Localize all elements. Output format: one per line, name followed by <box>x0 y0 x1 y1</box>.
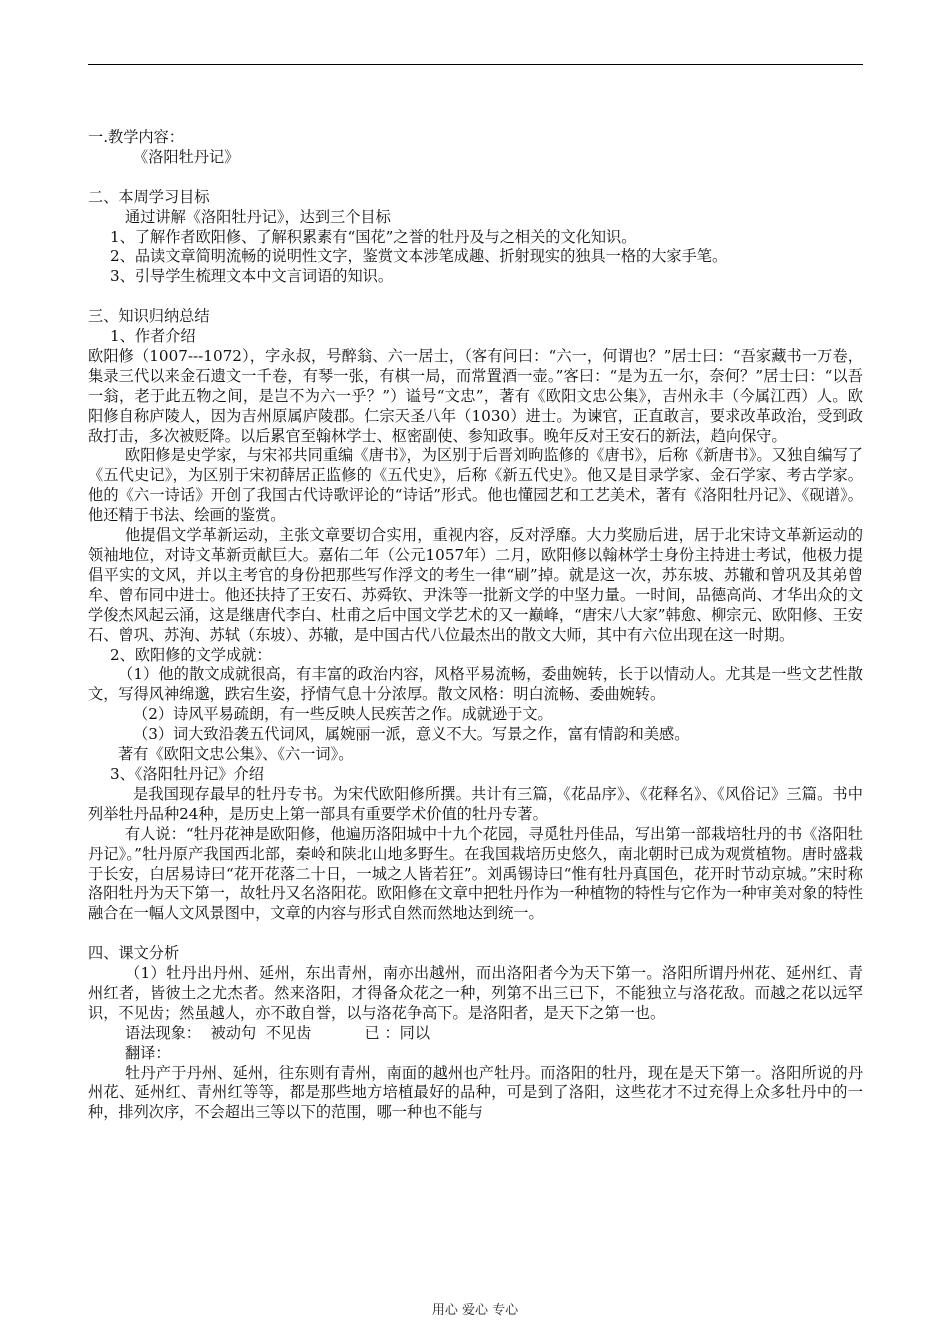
section-3-title: 三、知识归纳总结 <box>88 307 210 326</box>
goal-item: 1、了解作者欧阳修、了解积累素有“国花”之誉的牡丹及与之相关的文化知识。 <box>110 227 637 246</box>
section-1-title: 一.教学内容： <box>88 128 184 146</box>
section-2-intro: 通过讲解《洛阳牡丹记》，达到三个目标 <box>125 207 391 226</box>
grammar-note: 语法现象： 被动句 不见齿 已 ：同以 <box>125 1023 431 1042</box>
paragraph: （3）词大致沿袭五代词风，属婉丽一派，意义不大。写景之作，富有情韵和美感。 <box>133 725 690 744</box>
page-footer: 用心 爱心 专心 <box>431 1303 519 1318</box>
paragraph: 欧阳修是史学家，与宋祁共同重编《唐书》，为区别于后晋刘昫监修的《唐书》，后称《新唐书》。又独自编写了《五代史记》，为区别于宋初薛居正监修的《五代史》，后称《新五代史》。他又是目录学家、金石学家、考古学家。他的《六一诗话》开创了我国古代诗歌评论的“诗话”形式。他也懂园艺和工艺美术，著有《洛阳牡丹记》、《砚谱》。他还精于书法、绘画的鉴赏。 <box>88 446 863 525</box>
paragraph: （1）他的散文成就很高，有丰富的政治内容，风格平易流畅，委曲婉转，长于以情动人。尤其是一些文艺性散文，写得风神绵邈，跌宕生姿，抒情气息十分浓厚。散文风格：明白流畅、委曲婉转。 <box>88 665 863 704</box>
section-4-title: 四、课文分析 <box>88 944 180 963</box>
spacer <box>88 287 863 307</box>
subsection-title: 1、作者介绍 <box>110 327 196 346</box>
subsection-title: 3、《洛阳牡丹记》介绍 <box>110 764 264 783</box>
document-body <box>88 128 863 1123</box>
spacer <box>88 168 863 188</box>
paragraph: 欧阳修（1007---1072），字永叔，号醉翁、六一居士，（客有问曰：“六一，何谓也？”居士曰：“吾家藏书一万卷，集录三代以来金石遗文一千卷，有琴一张，有棋一局，而常置酒一壶。”客曰：“是为五一尔，奈何？”居士曰：“以吾一翁，老于此五物之间，是岂不为六一乎？”）谥号“文忠”，著有《欧阳文忠公集》，吉州永丰（今属江西）人。欧阳修自称庐陵人，因为吉州原属庐陵郡。仁宗天圣八年（1030）进士。为谏官，正直敢言，要求改革政治，受到政敌打击，多次被贬降。以后累官至翰林学士、枢密副使、参知政事。晚年反对王安石的新法，趋向保守。 <box>88 346 863 445</box>
section-2-title: 二、本周学习目标 <box>88 187 210 206</box>
paragraph: （1）牡丹出丹州、延州，东出青州，南亦出越州，而出洛阳者今为天下第一。洛阳所谓丹州花、延州红、青州红者，皆彼土之尤杰者。然来洛阳，才得备众花之一种，列第不出三已下，不能独立与洛花敌。而越之花以远罕识，不见齿；然虽越人，亦不敢自誉，以与洛花争高下。是洛阳者，是天下之第一也。 <box>88 964 863 1022</box>
paragraph: 牡丹产于丹州、延州，往东则有青州，南面的越州也产牡丹。而洛阳的牡丹，现在是天下第一。洛阳所说的丹州花、延州红、青州红等等，都是那些地方培植最好的品种，可是到了洛阳，这些花才不过充得上众多牡丹中的一种，排列次序，不会超出三等以下的范围，哪一种也不能与 <box>88 1063 863 1122</box>
goal-item: 2、品读文章简明流畅的说明性文字，鉴赏文本涉笔成趣、折射现实的独具一格的大家手笔。 <box>110 247 728 266</box>
paragraph: 著有《欧阳文忠公集》、《六一词》。 <box>118 745 354 764</box>
goal-item: 3、引导学生梳理文本中文言词语的知识。 <box>110 267 394 286</box>
paragraph: 是我国现存最早的牡丹专书。为宋代欧阳修所撰。共计有三篇，《花品序》、《花释名》、《风俗记》三篇。书中列举牡丹品种24种，是历史上第一部具有重要学术价值的牡丹专著。 <box>88 784 863 823</box>
paragraph: 他提倡文学革新运动，主张文章要切合实用，重视内容，反对浮靡。大力奖励后进，居于北宋诗文革新运动的领袖地位，对诗文革新贡献巨大。嘉佑二年（公元1057年）二月，欧阳修以翰林学士身份主持进士考试，他极力提倡平实的文风，并以主考官的身份把那些写作浮文的考生一律“刷”掉。就是这一次，苏东坡、苏辙和曾巩及其弟曾牟、曾布同中进士。他还扶持了王安石、苏舜钦、尹洙等一批新文学的中坚力量。一时间，品德高尚、才华出众的文学俊杰风起云涌，这是继唐代李白、杜甫之后中国文学艺术的又一巅峰，“唐宋八大家”韩愈、柳宗元、欧阳修、王安石、曾巩、苏洵、苏轼（东坡）、苏辙，是中国古代八位最杰出的散文大师，其中有六位出现在这一时期。 <box>88 526 863 644</box>
paragraph: （2）诗风平易疏朗，有一些反映人民疾苦之作。成就逊于文。 <box>133 705 553 724</box>
section-1-item: 《洛阳牡丹记》 <box>133 147 240 166</box>
translation-label: 翻译： <box>125 1043 171 1062</box>
header-rule <box>88 64 863 65</box>
subsection-title: 2、欧阳修的文学成就： <box>110 645 272 664</box>
spacer <box>88 924 863 944</box>
paragraph: 有人说：“牡丹花神是欧阳修，他遍历洛阳城中十九个花园，寻觅牡丹佳品，写出第一部栽培牡丹的书《洛阳牡丹记》。”牡丹原产我国西北部，秦岭和陕北山地多野生。在我国栽培历史悠久，南北朝时已成为观赏植物。唐时盛栽于长安，白居易诗曰“花开花落二十日，一城之人皆若狂”。刘禹锡诗曰“惟有牡丹真国色，花开时节动京城。”宋时称洛阳牡丹为天下第一，故牡丹又名洛阳花。欧阳修在文章中把牡丹作为一种植物的特性与它作为一种审美对象的特性融合在一幅人文风景图中，文章的内容与形式自然而然地达到统一。 <box>88 824 863 923</box>
